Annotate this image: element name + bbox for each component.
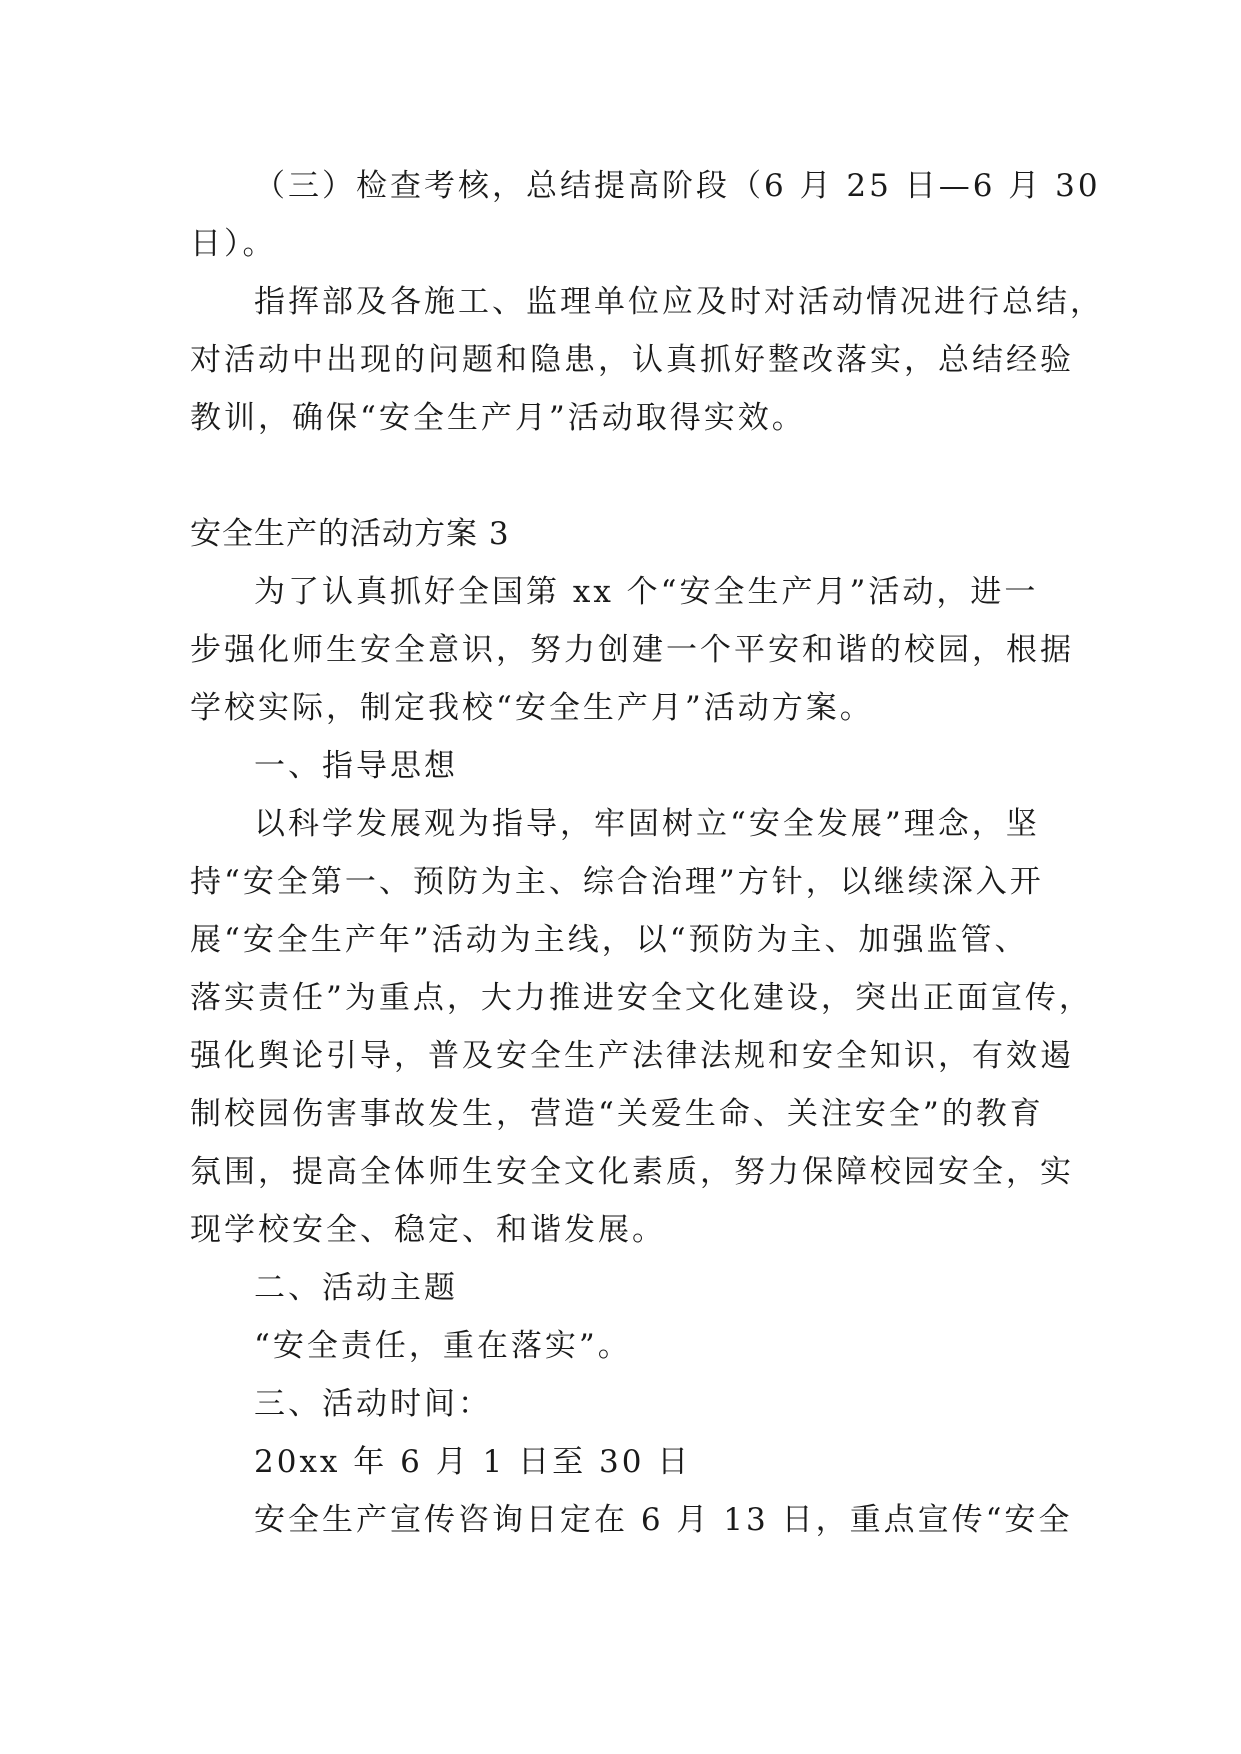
paragraph-line: 步强化师生安全意识，努力创建一个平安和谐的校园，根据 <box>190 632 1074 668</box>
paragraph-line: 展“安全生产年”活动为主线，以“预防为主、加强监管、 <box>190 922 1029 958</box>
paragraph-line: 强化舆论引导，普及安全生产法律法规和安全知识，有效遏 <box>190 1038 1074 1074</box>
paragraph-line: 氛围，提高全体师生安全文化素质，努力保障校园安全，实 <box>190 1154 1074 1190</box>
paragraph-line: 制校园伤害事故发生，营造“关爱生命、关注安全”的教育 <box>190 1096 1044 1132</box>
paragraph-line: （三）检查考核，总结提高阶段（6 月 25 日—6 月 30 <box>254 168 1101 204</box>
paragraph-line: 日）。 <box>190 226 277 262</box>
paragraph-line: “安全责任，重在落实”。 <box>254 1328 632 1364</box>
paragraph-line: 学校实际，制定我校“安全生产月”活动方案。 <box>190 690 874 726</box>
heading-activity-theme: 二、活动主题 <box>254 1270 458 1306</box>
paragraph-line: 20xx 年 6 月 1 日至 30 日 <box>254 1444 692 1480</box>
heading-guiding-ideology: 一、指导思想 <box>254 748 458 784</box>
section-title: 安全生产的活动方案 3 <box>190 516 510 552</box>
paragraph-line: 以科学发展观为指导，牢固树立“安全发展”理念，坚 <box>254 806 1040 842</box>
paragraph-line: 对活动中出现的问题和隐患，认真抓好整改落实，总结经验 <box>190 342 1074 378</box>
paragraph-line: 落实责任”为重点，大力推进安全文化建设，突出正面宣传， <box>190 980 1093 1016</box>
paragraph-line: 教训，确保“安全生产月”活动取得实效。 <box>190 400 806 436</box>
paragraph-line: 现学校安全、稳定、和谐发展。 <box>190 1212 666 1248</box>
paragraph-line: 持“安全第一、预防为主、综合治理”方针，以继续深入开 <box>190 864 1044 900</box>
paragraph-line: 指挥部及各施工、监理单位应及时对活动情况进行总结， <box>254 284 1104 320</box>
paragraph-line: 安全生产宣传咨询日定在 6 月 13 日，重点宣传“安全 <box>254 1502 1073 1538</box>
heading-activity-time: 三、活动时间： <box>254 1386 492 1422</box>
paragraph-line: 为了认真抓好全国第 xx 个“安全生产月”活动，进一 <box>254 574 1039 610</box>
